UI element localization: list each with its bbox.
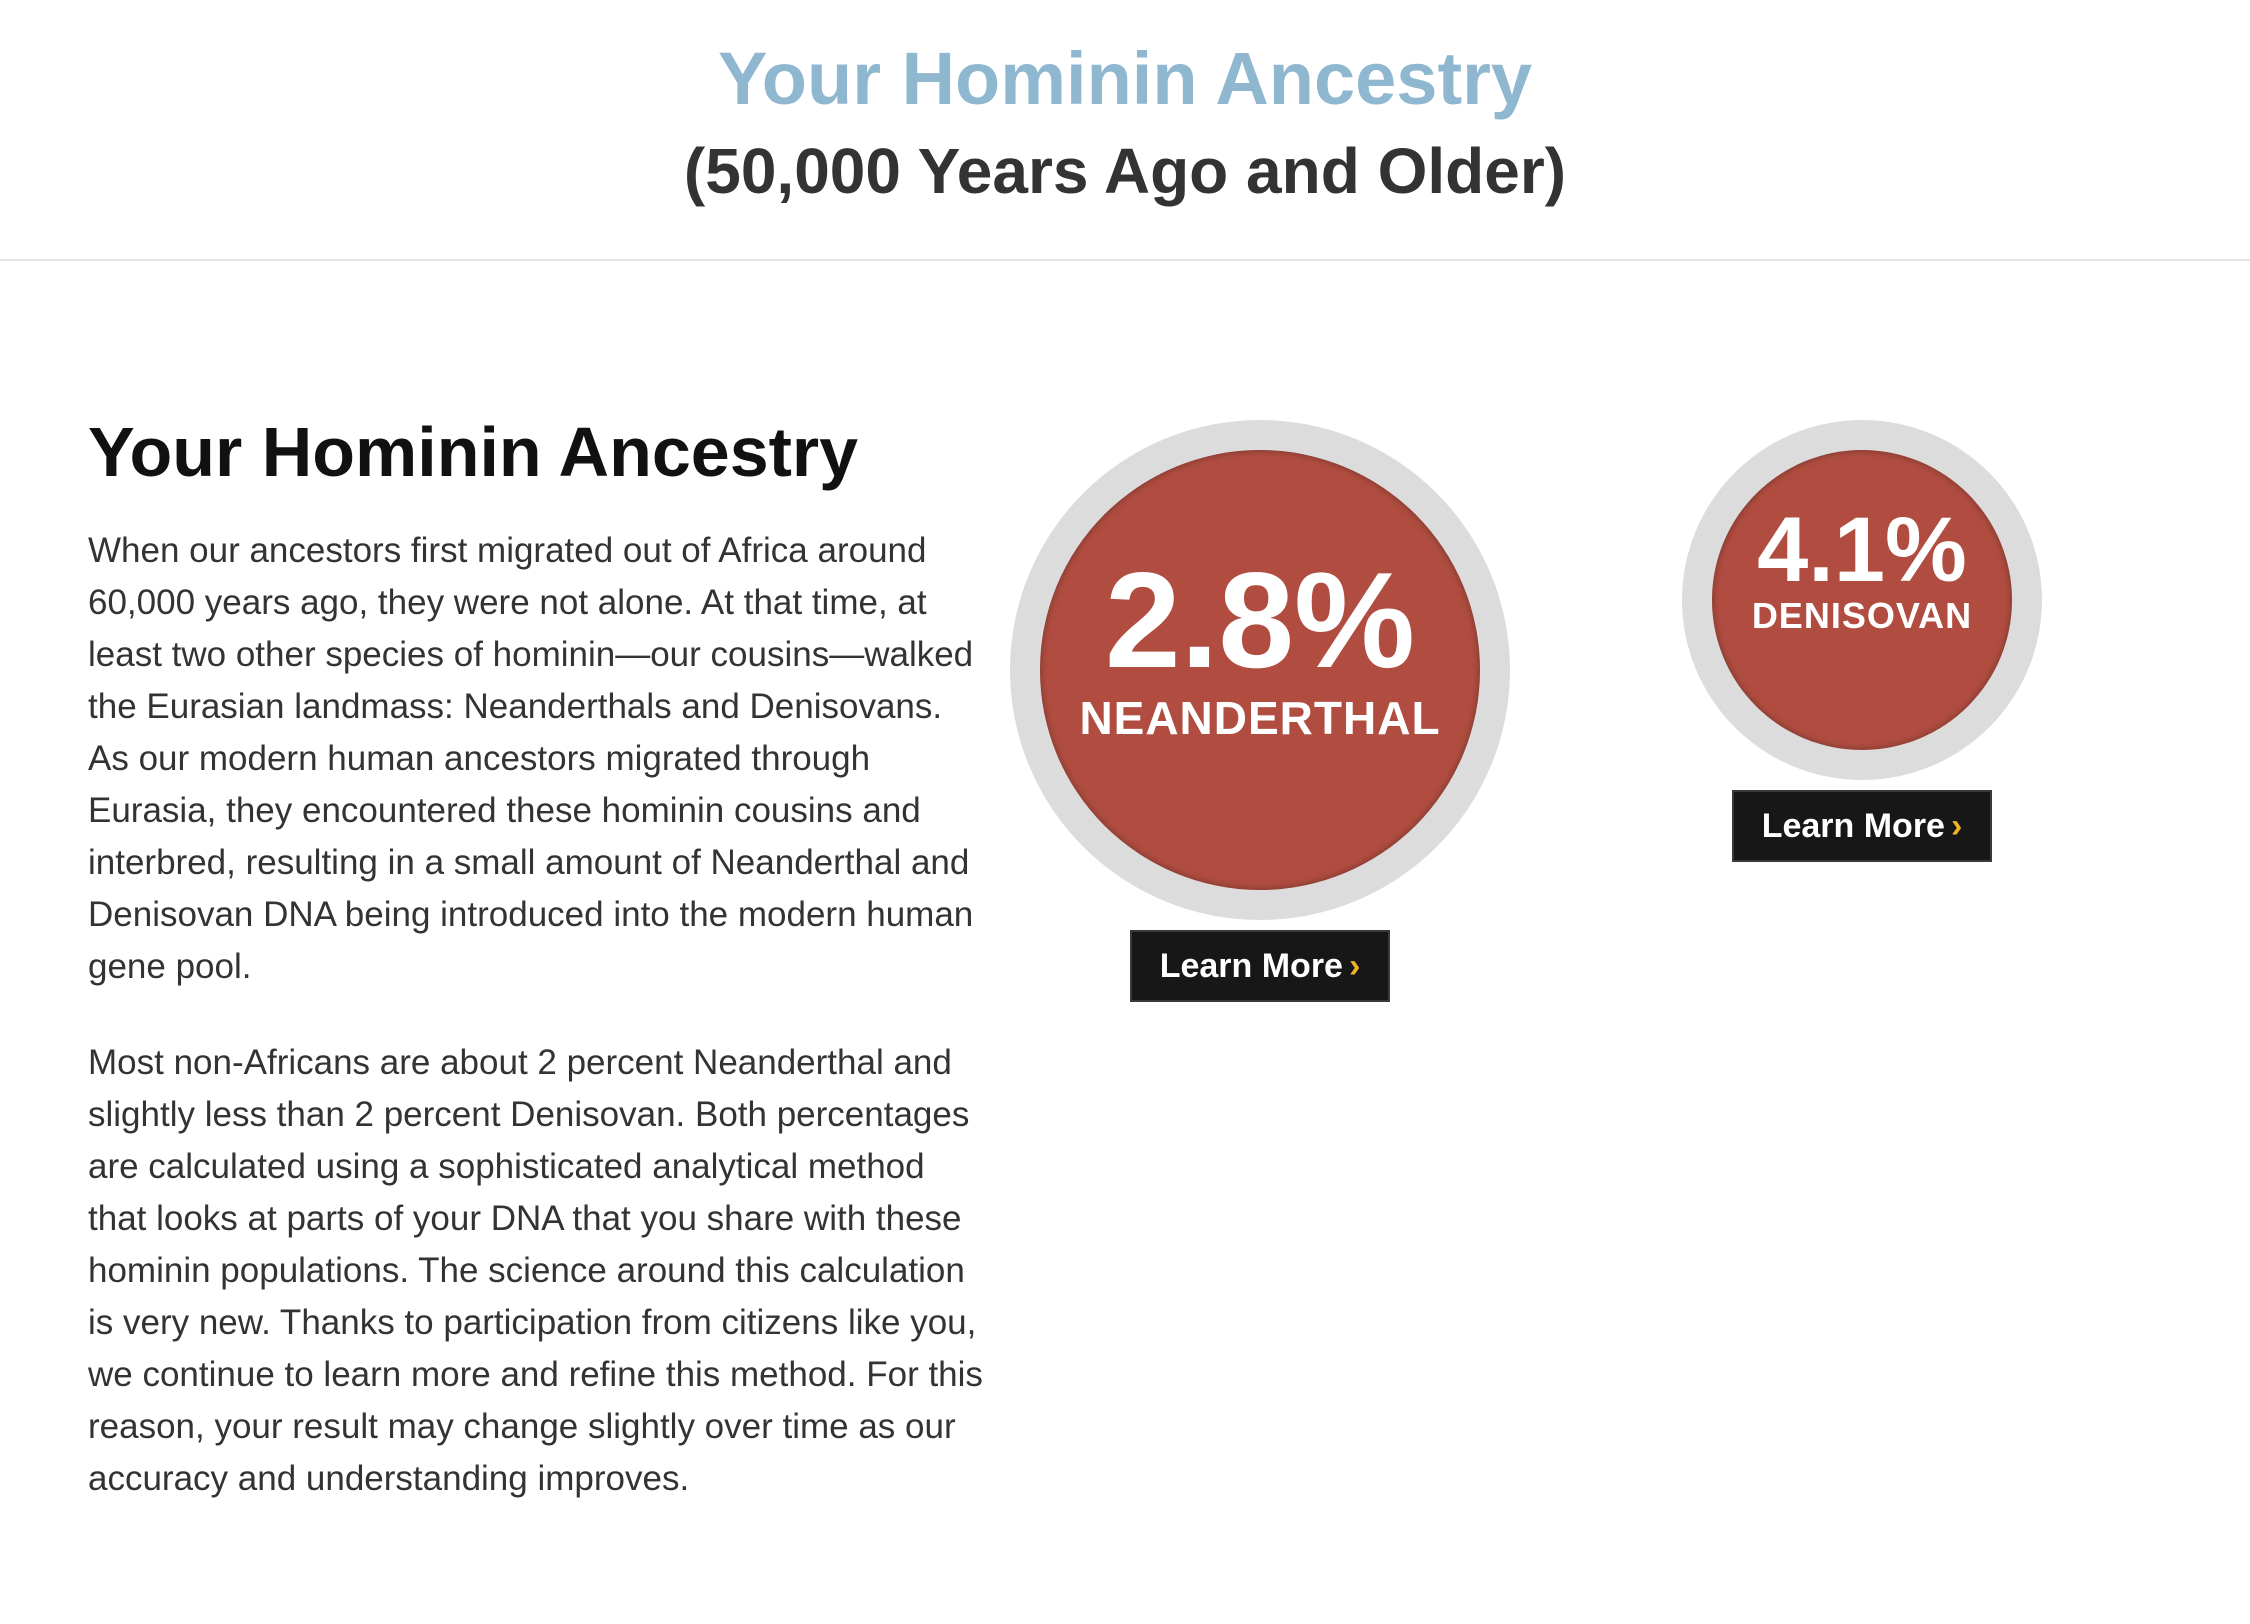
neanderthal-percentage-circle <box>1010 420 1510 920</box>
neanderthal-learn-more-button[interactable] <box>1130 930 1390 1002</box>
denisovan-percentage: 4.1% <box>1757 499 1967 601</box>
denisovan-label: DENISOVAN <box>1751 595 1973 636</box>
neanderthal-circle-fill <box>1040 450 1480 890</box>
percentage-paragraph: Most non-Africans are about 2 percent Neanderthal and slightly less than 2 percent Denisovan. Both percentages are calculated using a sophisticated analytical method that looks at parts of your DNA that you share with these hominin populations. The science around this calculation is very new. Thanks to participation from citizens like you, we continue to learn more and refine this method. For this reason, your result may change slightly over time as our accuracy and understanding improves. <box>88 1043 983 1498</box>
denisovan-learn-more-button[interactable] <box>1732 790 1992 862</box>
neanderthal-percentage: 2.8% <box>1105 544 1415 696</box>
ancestry-description <box>88 405 988 1549</box>
page-subtitle: (50,000 Years Ago and Older) <box>683 135 1567 207</box>
page-header <box>0 0 2250 261</box>
neanderthal-label: NEANDERTHAL <box>1079 692 1441 744</box>
learn-more-label: Learn More <box>1159 947 1343 985</box>
learn-more-label: Learn More <box>1761 807 1945 845</box>
section-title: Your Hominin Ancestry <box>88 413 859 491</box>
denisovan-circle-fill <box>1712 450 2012 750</box>
page-title: Your Hominin Ancestry <box>717 37 1533 120</box>
chevron-right-icon: › <box>1950 807 1963 845</box>
chevron-right-icon: › <box>1348 947 1361 985</box>
denisovan-percentage-circle <box>1682 420 2042 780</box>
intro-paragraph: When our ancestors first migrated out of Africa around 60,000 years ago, they were not alone. At that time, at least two other species of hominin—our cousins—walked the Eurasian landmass: Neanderthals and Denisovans. As our modern human ancestors migrated through Eurasia, they encountered these hominin cousins and interbred, resulting in a small amount of Neanderthal and Denisovan DNA being introduced into the modern human gene pool. <box>88 531 974 986</box>
